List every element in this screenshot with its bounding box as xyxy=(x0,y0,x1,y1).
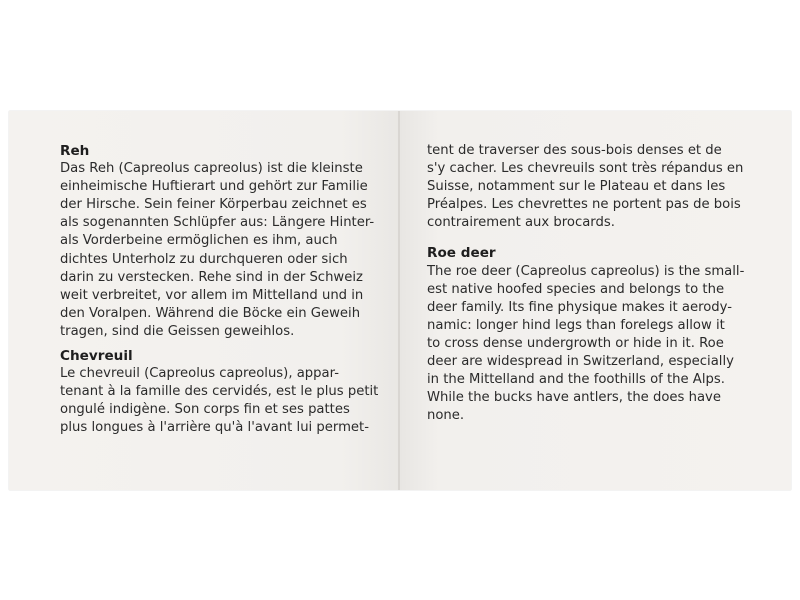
right-column xyxy=(427,142,757,425)
paragraph-chevreuil: Le chevreuil (Capreolus capreolus), appar- tenant à la famille des cervidés, est le plus petit ongulé indigène. Son corps fin et ses pattes plus longues à l'arrière qu'à l'avant lui permet- xyxy=(60,366,379,436)
heading-reh: Reh xyxy=(60,143,90,159)
section-gap xyxy=(427,232,757,244)
left-page xyxy=(9,111,399,490)
paragraph-roe-deer: The roe deer (Capreolus capreolus) is the small- est native hoofed species and belongs to the deer family. Its fine physique makes it aerody- namic: longer hind legs than forelegs allow it to cross dense undergrowth or hide in it. Roe deer are widespread in Switzerland, especially in the Mittelland and the foothills of the Alps. While the bucks have antlers, the does have none. xyxy=(427,263,745,424)
heading-roe-deer: Roe deer xyxy=(427,245,496,262)
heading-chevreuil: Chevreuil xyxy=(60,348,133,365)
left-column xyxy=(60,142,390,438)
right-page xyxy=(400,111,791,490)
paragraph-reh: Das Reh (Capreolus capreolus) ist die kleinste einheimische Huftierart und gehört zur Familie der Hirsche. Sein feiner Körperbau zeichnet es als sogenannten Schlüpfer aus: Längere Hinter- als Vorderbeine ermöglichen es ihm, auch dichtes Unterholz zu durchqueren oder sich darin zu verstecken. Rehe sind in der Schweiz weit verbreitet, vor allem im Mittelland und in den Voralpen. Während die Böcke ein Geweih tragen, sind die Geissen geweihlos. xyxy=(60,161,375,339)
paragraph-chevreuil-continued: tent de traverser des sous-bois denses et de s'y cacher. Les chevreuils sont très répandus en Suisse, notamment sur le Plateau et dans les Préalpes. Les chevrettes ne portent pas de bois contrairement aux brocards. xyxy=(427,143,744,231)
booklet-spread xyxy=(9,111,791,490)
